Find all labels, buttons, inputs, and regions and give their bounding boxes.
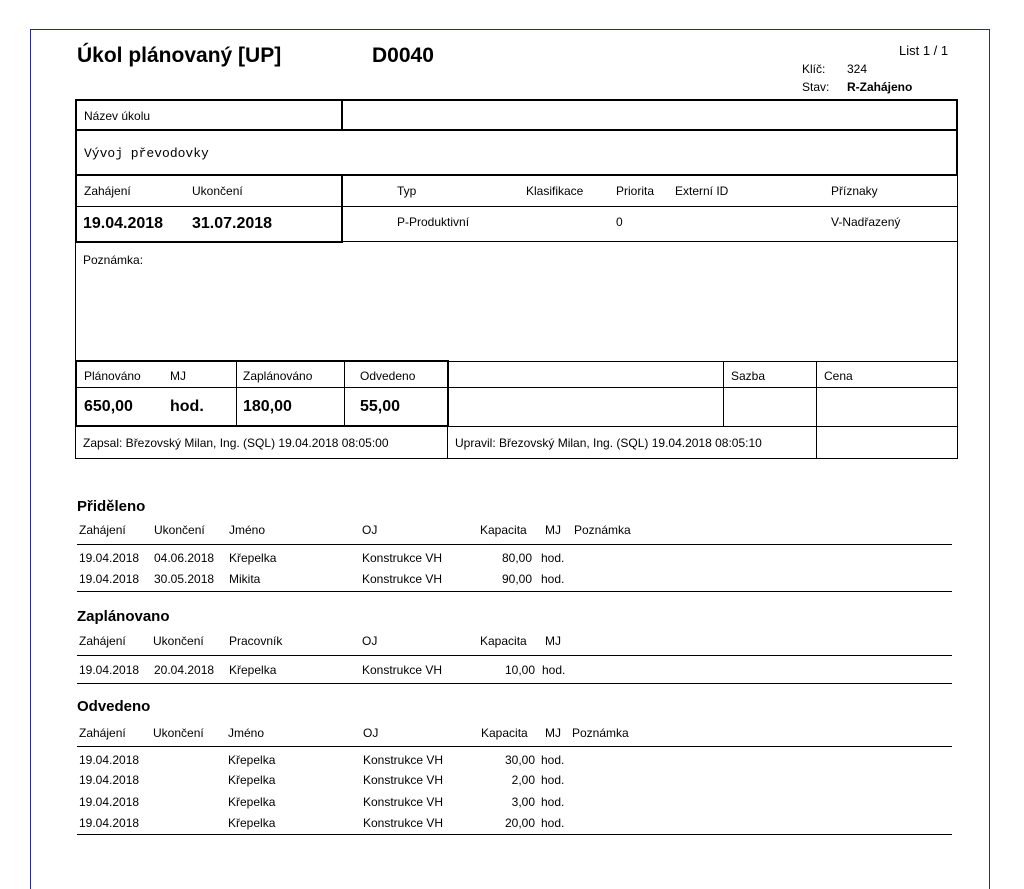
- scheduled-header-start: Zahájení: [79, 634, 126, 648]
- price-label: Cena: [824, 369, 853, 383]
- cell-start: 19.04.2018: [79, 572, 140, 586]
- cell-unit: Konstrukce VH: [362, 572, 443, 586]
- cell-end: 30.05.2018: [154, 572, 215, 586]
- priority-value: 0: [616, 215, 623, 229]
- cell-worker: Křepelka: [229, 663, 277, 677]
- cell-end: 04.06.2018: [154, 551, 215, 565]
- cell-name: Křepelka: [228, 753, 276, 767]
- cell-capacity: 10,00: [504, 663, 535, 677]
- cell-mj: hod.: [541, 773, 565, 787]
- scheduled-header-worker: Pracovník: [229, 634, 283, 648]
- done-bottom-line: [77, 834, 952, 835]
- key-value: 324: [847, 62, 868, 76]
- assigned-header-unit: OJ: [362, 523, 378, 537]
- scheduled-header-unit: OJ: [362, 634, 378, 648]
- audit-sep: [447, 426, 448, 459]
- cell-capacity: 30,00: [504, 753, 535, 767]
- cell-mj: hod.: [541, 572, 565, 586]
- assigned-header-end: Ukončení: [154, 523, 205, 537]
- cell-mj: hod.: [541, 753, 565, 767]
- quantities-sep-1: [236, 361, 237, 427]
- cell-unit: Konstrukce VH: [363, 753, 444, 767]
- task-name-empty-cell: [341, 99, 958, 131]
- note-label: Poznámka:: [83, 253, 144, 267]
- cell-capacity: 3,00: [511, 795, 535, 809]
- scheduled-bottom-line: [77, 683, 952, 684]
- cell-capacity: 20,00: [504, 816, 535, 830]
- done-header-name: Jméno: [228, 726, 265, 740]
- cell-start: 19.04.2018: [79, 773, 140, 787]
- scheduled-header-line: [77, 655, 952, 656]
- created-by: Zapsal: Březovský Milan, Ing. (SQL) 19.04.2018 08:05:00: [83, 436, 389, 450]
- type-value: P-Produktivní: [397, 215, 470, 229]
- cell-end: 20.04.2018: [154, 663, 215, 677]
- cell-start: 19.04.2018: [79, 816, 140, 830]
- task-name-label: Název úkolu: [84, 109, 151, 123]
- cell-name: Křepelka: [228, 795, 276, 809]
- state-label: Stav:: [802, 80, 830, 94]
- done-header-line: [77, 746, 952, 747]
- assigned-section-title: Přiděleno: [77, 498, 146, 515]
- cell-mj: hod.: [541, 795, 565, 809]
- done-header-mj: MJ: [545, 726, 561, 740]
- done-header-end: Ukončení: [153, 726, 204, 740]
- start-label: Zahájení: [84, 184, 131, 198]
- done-header-unit: OJ: [363, 726, 379, 740]
- end-label: Ukončení: [192, 184, 243, 198]
- cell-name: Křepelka: [228, 816, 276, 830]
- type-label: Typ: [397, 184, 417, 198]
- cell-start: 19.04.2018: [79, 551, 140, 565]
- flags-value: V-Nadřazený: [831, 215, 901, 229]
- quantities-divider: [75, 387, 958, 388]
- end-value: 31.07.2018: [192, 215, 273, 232]
- cell-start: 19.04.2018: [79, 753, 140, 767]
- cell-mj: hod.: [541, 551, 565, 565]
- cell-unit: Konstrukce VH: [363, 773, 444, 787]
- flags-label: Příznaky: [831, 184, 878, 198]
- state-value: R-Zahájeno: [847, 80, 913, 94]
- cell-unit: Konstrukce VH: [362, 551, 443, 565]
- assigned-header-note: Poznámka: [574, 523, 631, 537]
- dates-divider: [75, 206, 958, 207]
- assigned-header-line: [77, 544, 952, 545]
- scheduled-label: Zaplánováno: [243, 369, 313, 383]
- scheduled-header-end: Ukončení: [153, 634, 204, 648]
- unit-value: hod.: [170, 398, 204, 415]
- cell-mj: hod.: [542, 663, 566, 677]
- scheduled-value: 180,00: [243, 398, 292, 415]
- cell-name: Křepelka: [228, 773, 276, 787]
- scheduled-section-title: Zaplánovano: [77, 608, 170, 625]
- start-value: 19.04.2018: [83, 215, 164, 232]
- cell-capacity: 2,00: [511, 773, 535, 787]
- done-header-capacity: Kapacita: [481, 726, 528, 740]
- cell-capacity: 80,00: [501, 551, 532, 565]
- done-value: 55,00: [360, 398, 401, 415]
- sheet-number: List 1 / 1: [899, 43, 949, 58]
- cell-unit: Konstrukce VH: [363, 795, 444, 809]
- modified-by: Upravil: Březovský Milan, Ing. (SQL) 19.04.2018 08:05:10: [455, 436, 762, 450]
- planned-value: 650,00: [84, 398, 133, 415]
- done-header-start: Zahájení: [79, 726, 126, 740]
- report-title: Úkol plánovaný [UP]: [77, 44, 282, 67]
- unit-label: MJ: [170, 369, 186, 383]
- scheduled-header-capacity: Kapacita: [480, 634, 527, 648]
- assigned-header-mj: MJ: [545, 523, 561, 537]
- report-code: D0040: [372, 44, 434, 67]
- quantities-sep-3: [723, 361, 724, 427]
- audit-top-line: [75, 426, 958, 427]
- priority-label: Priorita: [616, 184, 655, 198]
- cell-capacity: 90,00: [501, 572, 532, 586]
- cell-start: 19.04.2018: [79, 663, 140, 677]
- classification-label: Klasifikace: [526, 184, 584, 198]
- assigned-header-name: Jméno: [229, 523, 266, 537]
- quantities-sep-2: [344, 361, 345, 427]
- task-name-value: Vývoj převodovky: [84, 146, 209, 161]
- done-header-note: Poznámka: [572, 726, 629, 740]
- scheduled-header-mj: MJ: [545, 634, 561, 648]
- assigned-bottom-line: [77, 591, 952, 592]
- done-label: Odvedeno: [360, 369, 416, 383]
- done-section-title: Odvedeno: [77, 698, 151, 715]
- type-bottom-line: [341, 241, 958, 242]
- cell-start: 19.04.2018: [79, 795, 140, 809]
- cell-mj: hod.: [541, 816, 565, 830]
- external-id-label: Externí ID: [675, 184, 729, 198]
- rate-label: Sazba: [731, 369, 766, 383]
- assigned-header-start: Zahájení: [79, 523, 126, 537]
- assigned-header-capacity: Kapacita: [480, 523, 527, 537]
- cell-unit: Konstrukce VH: [363, 816, 444, 830]
- cell-name: Křepelka: [229, 551, 277, 565]
- planned-label: Plánováno: [84, 369, 141, 383]
- key-label: Klíč:: [802, 62, 826, 76]
- cell-name: Mikita: [229, 572, 261, 586]
- quantities-sep-4: [816, 361, 817, 459]
- cell-unit: Konstrukce VH: [362, 663, 443, 677]
